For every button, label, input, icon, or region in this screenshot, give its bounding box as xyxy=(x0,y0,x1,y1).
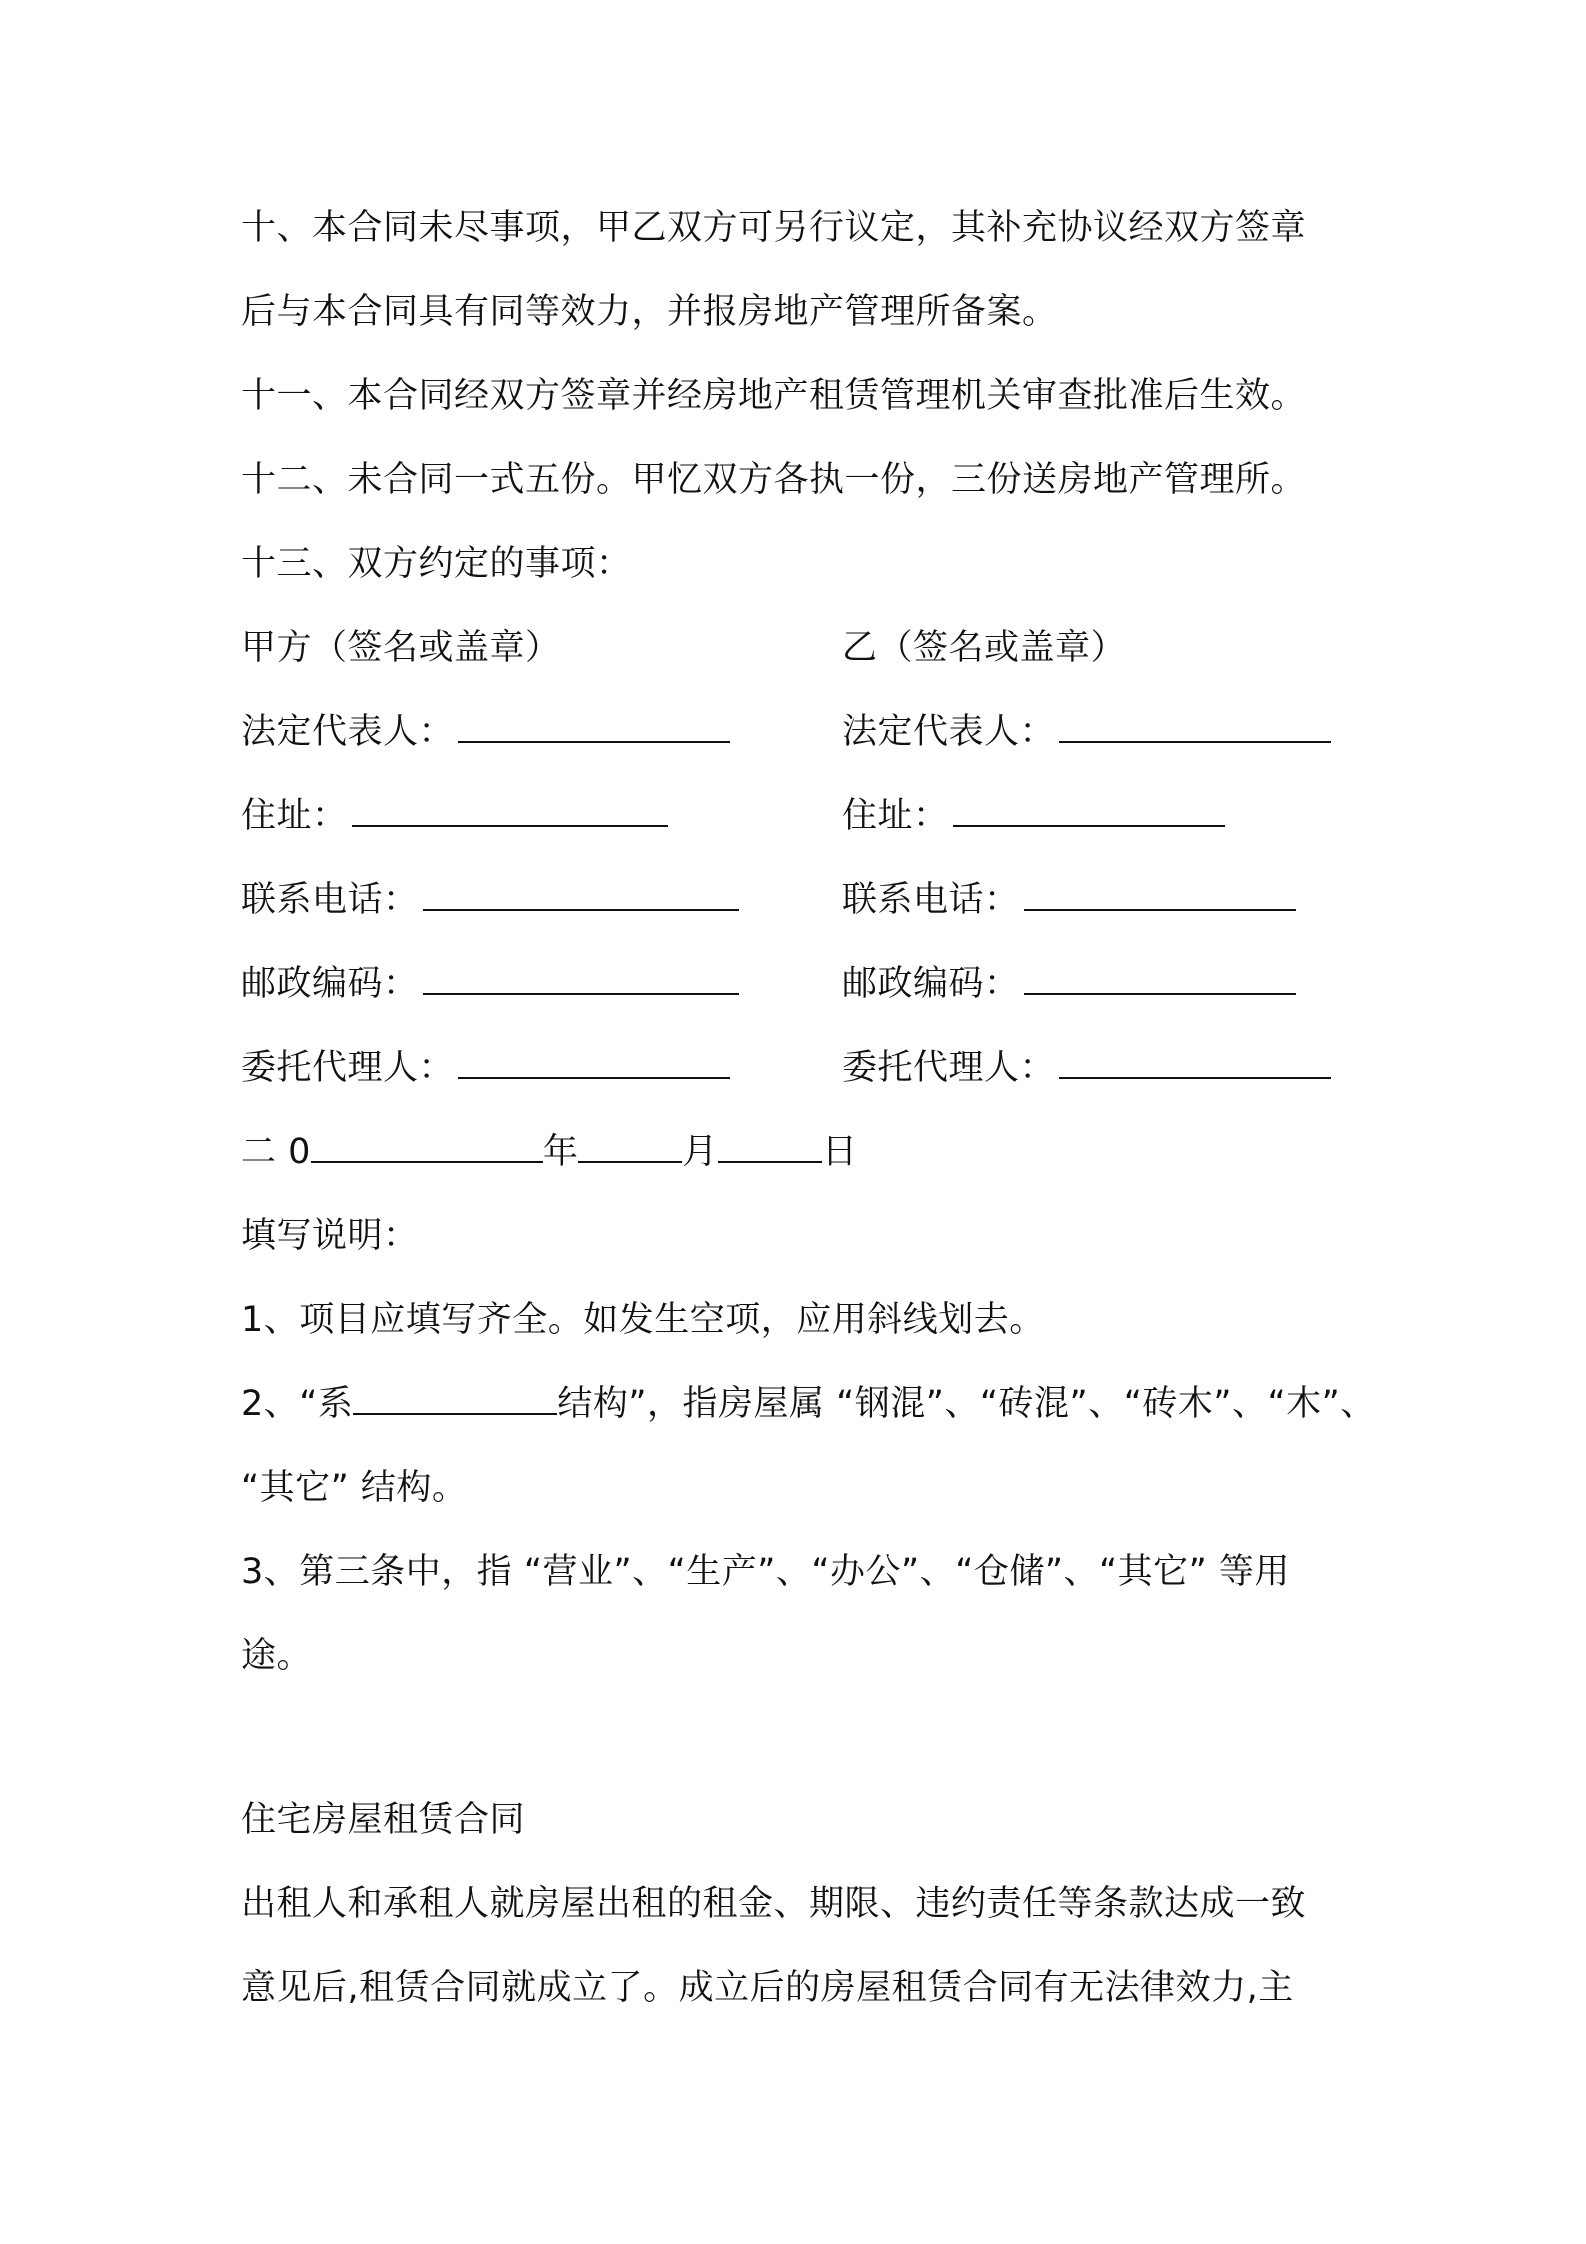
year-blank xyxy=(311,1129,543,1163)
blank-line xyxy=(1024,961,1296,995)
party-b-agent-field xyxy=(842,1044,1331,1092)
field-label: 法定代表人： xyxy=(241,712,455,752)
clause-10-line-1: 十、本合同未尽事项，甲乙双方可另行议定，其补充协议经双方签章 xyxy=(241,208,1307,248)
field-label: 住址： xyxy=(241,796,348,836)
field-label: 联系电话： xyxy=(241,880,419,920)
instruction-3-continued: 途。 xyxy=(241,1636,313,1676)
instruction-2-continued: “其它” 结构。 xyxy=(241,1468,468,1508)
clause-13: 十三、双方约定的事项： xyxy=(241,544,632,584)
date-line xyxy=(241,1128,857,1176)
instruction-3: 3、第三条中，指 “营业”、“生产”、“办公”、“仓储”、“其它” 等用 xyxy=(241,1552,1290,1592)
party-a-agent-field xyxy=(241,1044,730,1092)
section-title: 住宅房屋租赁合同 xyxy=(241,1800,526,1840)
blank-line xyxy=(423,961,739,995)
field-label: 住址： xyxy=(842,796,949,836)
clause-11: 十一、本合同经双方签章并经房地产租赁管理机关审查批准后生效。 xyxy=(241,376,1307,416)
blank-line xyxy=(1059,1045,1331,1079)
structure-blank xyxy=(353,1381,557,1415)
blank-line xyxy=(1024,877,1296,911)
blank-line xyxy=(953,793,1225,827)
blank-line xyxy=(458,1045,730,1079)
party-b-postcode-field xyxy=(842,960,1296,1008)
field-label: 委托代理人： xyxy=(842,1048,1056,1088)
day-label: 日 xyxy=(821,1132,858,1172)
day-blank xyxy=(718,1129,822,1163)
party-a-heading: 甲方（签名或盖章） xyxy=(241,628,561,668)
field-label: 邮政编码： xyxy=(842,964,1020,1004)
party-a-postcode-field xyxy=(241,960,739,1008)
instruction-2-suffix: 结构”，指房屋属 “钢混”、“砖混”、“砖木”、“木”、 xyxy=(557,1384,1376,1424)
field-label: 联系电话： xyxy=(842,880,1020,920)
section-body-line-2: 意见后,租赁合同就成立了。成立后的房屋租赁合同有无法律效力,主 xyxy=(241,1968,1294,2008)
clause-10-line-2: 后与本合同具有同等效力，并报房地产管理所备案。 xyxy=(241,292,1058,332)
party-b-legal-rep-field xyxy=(842,708,1331,756)
party-a-legal-rep-field xyxy=(241,708,730,756)
blank-line xyxy=(423,877,739,911)
blank-line xyxy=(1059,709,1331,743)
party-b-address-field xyxy=(842,792,1225,840)
month-label: 月 xyxy=(682,1132,718,1172)
year-label: 年 xyxy=(542,1132,579,1172)
date-prefix: 二 0 xyxy=(241,1132,311,1172)
party-a-address-field xyxy=(241,792,668,840)
instructions-title: 填写说明： xyxy=(241,1216,419,1256)
blank-line xyxy=(352,793,668,827)
instruction-2-prefix: 2、“系 xyxy=(241,1384,354,1424)
clause-12: 十二、未合同一式五份。甲忆双方各执一份，三份送房地产管理所。 xyxy=(241,460,1307,500)
field-label: 法定代表人： xyxy=(842,712,1056,752)
section-body-line-1: 出租人和承租人就房屋出租的租金、期限、违约责任等条款达成一致 xyxy=(241,1884,1307,1924)
party-b-phone-field xyxy=(842,876,1296,924)
instruction-2 xyxy=(241,1380,1376,1428)
field-label: 邮政编码： xyxy=(241,964,419,1004)
instruction-1: 1、项目应填写齐全。如发生空项，应用斜线划去。 xyxy=(241,1300,1045,1340)
party-b-heading: 乙（签名或盖章） xyxy=(842,628,1127,668)
party-a-phone-field xyxy=(241,876,739,924)
blank-line xyxy=(458,709,730,743)
field-label: 委托代理人： xyxy=(241,1048,455,1088)
month-blank xyxy=(578,1129,682,1163)
